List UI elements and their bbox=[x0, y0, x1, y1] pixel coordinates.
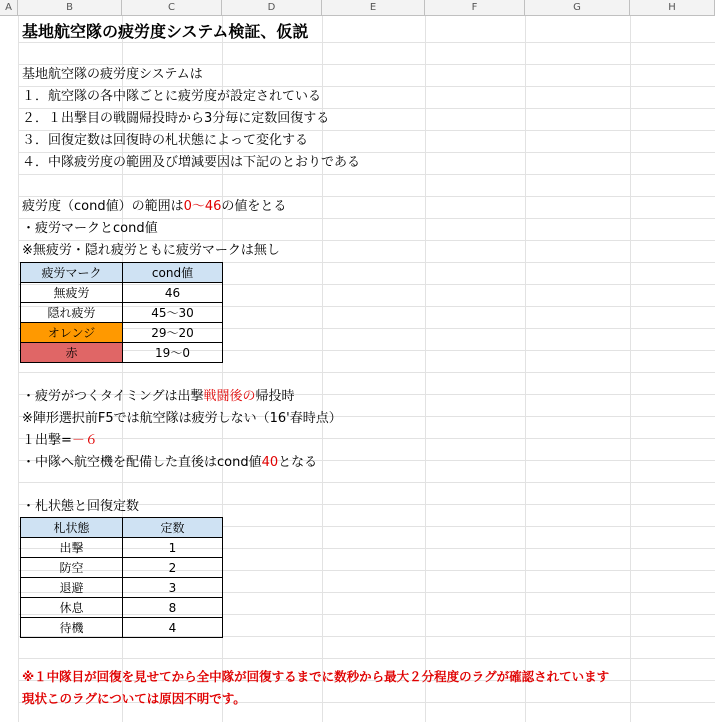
header-cond: cond値 bbox=[123, 263, 223, 283]
column-header-e[interactable]: E bbox=[322, 0, 425, 16]
state-cell: 防空 bbox=[21, 558, 123, 578]
constant-cell: 1 bbox=[123, 538, 223, 558]
table-row bbox=[21, 343, 223, 363]
intro-point-1: １．航空隊の各中隊ごとに疲労度が設定されている bbox=[22, 89, 322, 104]
column-header-h[interactable]: H bbox=[630, 0, 715, 16]
cond-range-prefix: 疲労度（cond値）の範囲は bbox=[22, 199, 184, 214]
cond-range-value: 0～46 bbox=[183, 199, 222, 214]
timing-highlight: 戦闘後の bbox=[203, 389, 256, 404]
recovery-state-table bbox=[20, 517, 223, 638]
grid-row-line bbox=[18, 174, 715, 175]
intro-point-3: ３．回復定数は回復時の札状態によって変化する bbox=[22, 133, 309, 148]
fatigue-mark-table bbox=[20, 262, 223, 363]
grid-row-line bbox=[18, 438, 715, 439]
column-header-a[interactable]: A bbox=[0, 0, 18, 16]
grid-column-line bbox=[425, 16, 426, 722]
fatigue-mark-cell-orange: オレンジ bbox=[21, 323, 123, 343]
timing-line bbox=[22, 386, 295, 408]
table-row bbox=[21, 578, 223, 598]
state-cell: 待機 bbox=[21, 618, 123, 638]
intro-heading: 基地航空隊の疲労度システムは bbox=[22, 67, 203, 82]
cond-range-line bbox=[22, 196, 286, 218]
table-row bbox=[21, 283, 223, 303]
constant-cell: 2 bbox=[123, 558, 223, 578]
mark-heading: ・疲労マークとcond値 bbox=[22, 221, 158, 236]
timing-suffix: 帰投時 bbox=[255, 389, 295, 404]
assign-prefix: ・中隊へ航空機を配備した直後はcond値 bbox=[22, 455, 262, 470]
table-header-row bbox=[21, 263, 223, 283]
state-cell: 休息 bbox=[21, 598, 123, 618]
assign-suffix: となる bbox=[278, 455, 318, 470]
column-header-b[interactable]: B bbox=[18, 0, 122, 16]
fatigue-mark-cell: 無疲労 bbox=[21, 283, 123, 303]
table-row bbox=[21, 323, 223, 343]
cond-cell: 45～30 bbox=[123, 303, 223, 323]
assign-line bbox=[22, 452, 317, 474]
column-header-f[interactable]: F bbox=[425, 0, 525, 16]
column-header-g[interactable]: G bbox=[525, 0, 630, 16]
grid-column-line bbox=[18, 16, 19, 722]
cond-cell: 19～0 bbox=[123, 343, 223, 363]
grid-row-line bbox=[18, 372, 715, 373]
state-cell: 退避 bbox=[21, 578, 123, 598]
sheet-title: 基地航空隊の疲労度システム検証、仮説 bbox=[22, 22, 309, 41]
header-constant: 定数 bbox=[123, 518, 223, 538]
cond-cell: 29～20 bbox=[123, 323, 223, 343]
header-state: 札状態 bbox=[21, 518, 123, 538]
timing-prefix: ・疲労がつくタイミングは出撃 bbox=[22, 389, 204, 404]
table-header-row bbox=[21, 518, 223, 538]
mark-note: ※無疲労・隠れ疲労ともに疲労マークは無し bbox=[22, 243, 280, 258]
intro-point-2: ２．１出撃目の戦闘帰投時から3分毎に定数回復する bbox=[22, 111, 330, 126]
header-fatigue-mark: 疲労マーク bbox=[21, 263, 123, 283]
formation-note: ※陣形選択前F5では航空隊は疲労しない（16'春時点） bbox=[22, 411, 342, 426]
footer-note-2: 現状このラグについては原因不明です。 bbox=[22, 691, 246, 706]
table-row bbox=[21, 618, 223, 638]
cond-range-suffix: の値をとる bbox=[221, 199, 287, 214]
grid-column-line bbox=[630, 16, 631, 722]
sortie-prefix: １出撃= bbox=[22, 433, 72, 448]
constant-cell: 3 bbox=[123, 578, 223, 598]
cond-cell: 46 bbox=[123, 283, 223, 303]
table-row bbox=[21, 598, 223, 618]
table-row bbox=[21, 303, 223, 323]
constant-cell: 8 bbox=[123, 598, 223, 618]
state-cell: 出撃 bbox=[21, 538, 123, 558]
column-header-d[interactable]: D bbox=[222, 0, 322, 16]
fatigue-mark-cell: 隠れ疲労 bbox=[21, 303, 123, 323]
footer-note-1: ※１中隊目が回復を見せてから全中隊が回復するまでに数秒から最大２分程度のラグが確認されています bbox=[22, 669, 610, 684]
intro-point-4: ４．中隊疲労度の範囲及び増減要因は下記のとおりである bbox=[22, 155, 361, 170]
sortie-line bbox=[22, 430, 98, 452]
grid-row-line bbox=[18, 658, 715, 659]
fatigue-mark-cell-red: 赤 bbox=[21, 343, 123, 363]
table-row bbox=[21, 538, 223, 558]
grid-row-line bbox=[18, 482, 715, 483]
state-heading: ・札状態と回復定数 bbox=[22, 499, 140, 514]
constant-cell: 4 bbox=[123, 618, 223, 638]
grid-column-line bbox=[525, 16, 526, 722]
sortie-value: －６ bbox=[71, 433, 98, 448]
table-row bbox=[21, 558, 223, 578]
assign-value: 40 bbox=[261, 455, 279, 470]
column-header-c[interactable]: C bbox=[122, 0, 222, 16]
